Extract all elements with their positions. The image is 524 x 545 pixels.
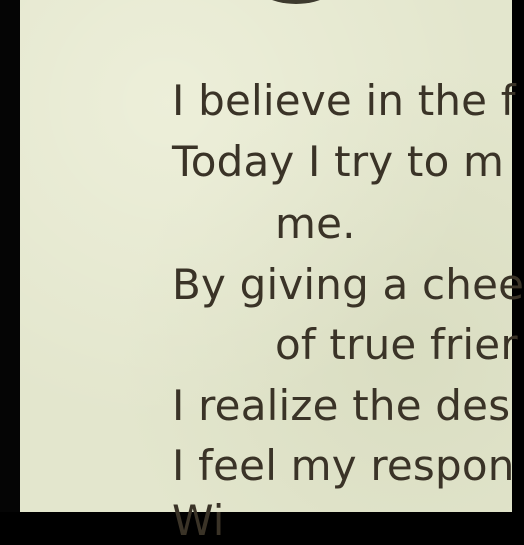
text-line-8: Wi bbox=[172, 496, 225, 545]
text-line-6: I realize the des bbox=[172, 381, 511, 430]
top-ornament bbox=[248, 0, 344, 4]
text-line-2: Today I try to m bbox=[172, 137, 505, 186]
text-line-7: I feel my respon bbox=[172, 441, 515, 490]
text-line-3: me. bbox=[275, 199, 356, 248]
text-line-4: By giving a chee bbox=[172, 260, 524, 309]
document-page bbox=[20, 0, 524, 545]
dark-left-margin bbox=[0, 0, 20, 512]
text-line-5: of true frier bbox=[275, 320, 518, 369]
text-line-1: I believe in the f bbox=[172, 76, 516, 125]
